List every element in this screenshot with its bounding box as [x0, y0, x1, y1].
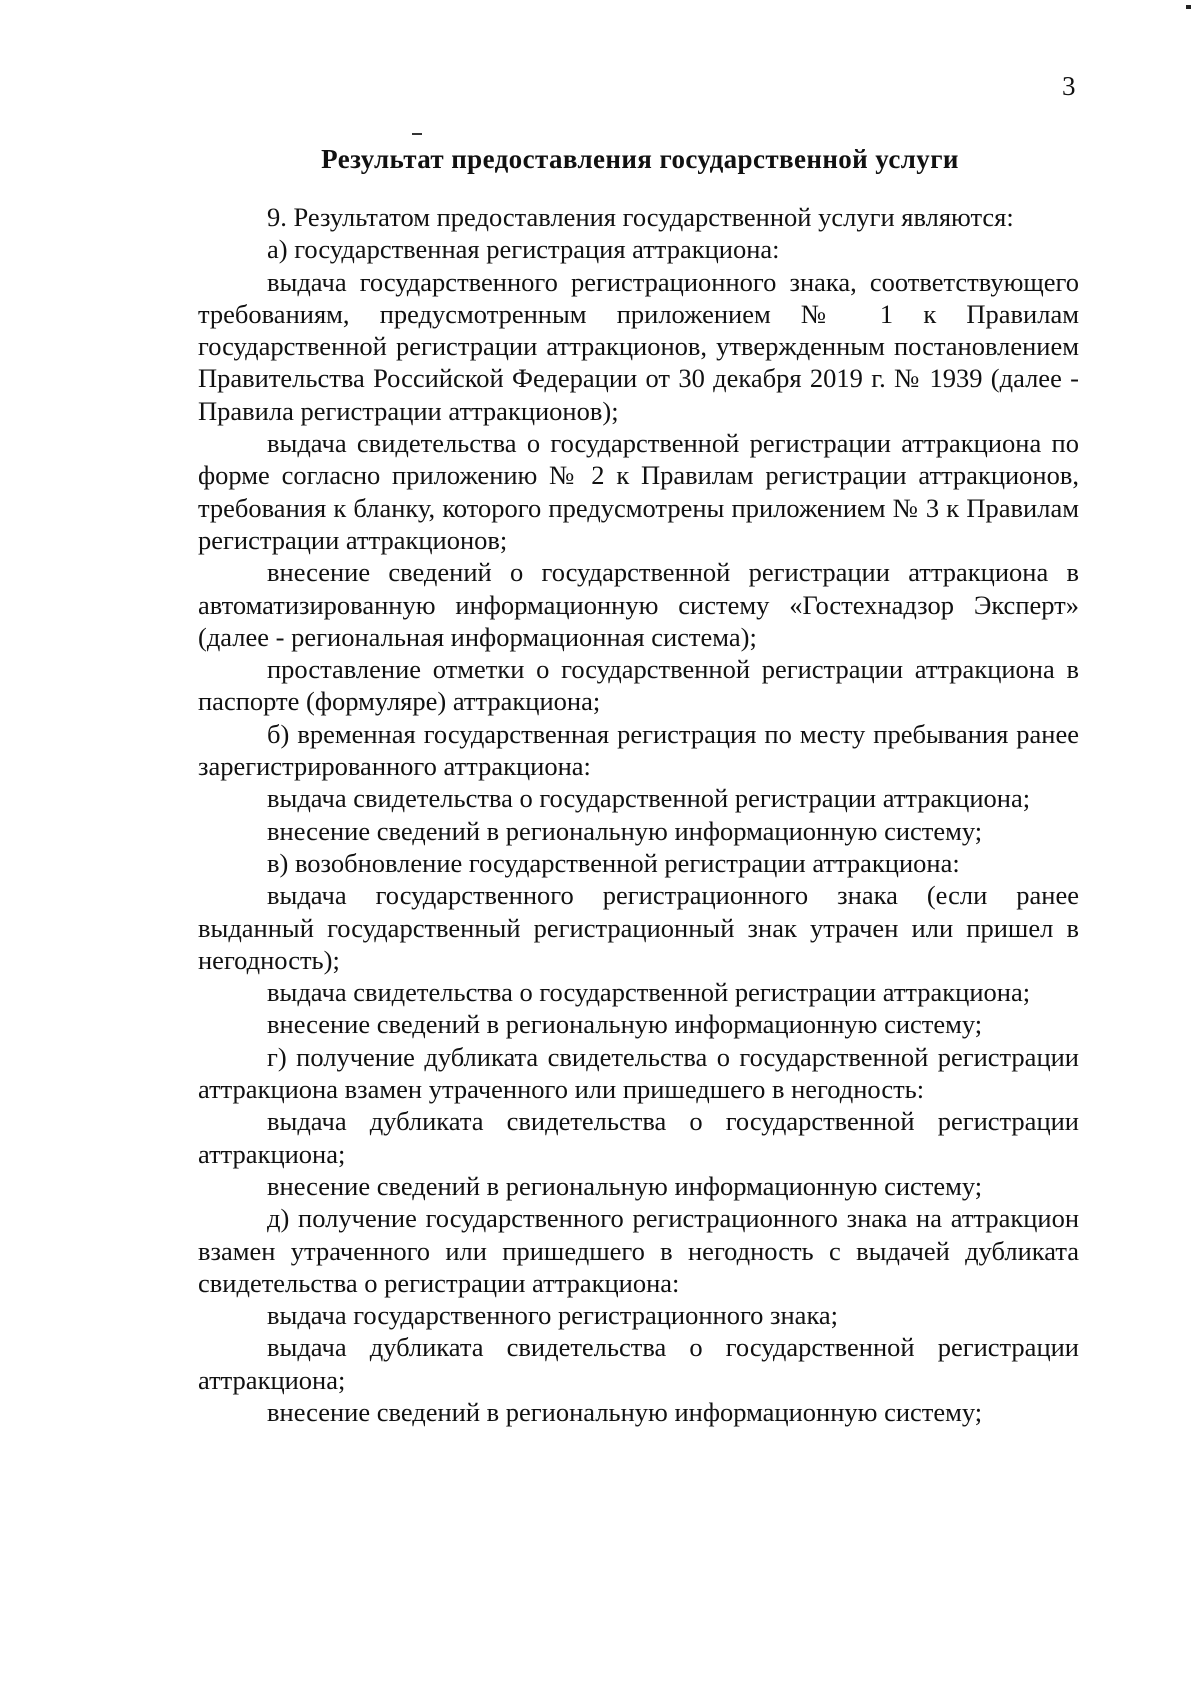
paragraph: выдача государственного регистрационного знака (если ранее выданный государственный регистрационный знак утрачен или пришел в негодность);: [198, 880, 1079, 975]
paragraph: д) получение государственного регистрационного знака на аттракцион взамен утраченного или пришедшего в негодность с выдачей дубликата свидетельства о регистрации аттракциона:: [198, 1203, 1079, 1298]
paragraph: выдача свидетельства о государственной регистрации аттракциона;: [267, 977, 1031, 1008]
paragraph: внесение сведений в региональную информационную систему;: [267, 1396, 983, 1427]
page-number: 3: [1062, 71, 1076, 101]
paragraph: внесение сведений о государственной регистрации аттракциона в автоматизированную информационную систему «Гостехнадзор Эксперт» (далее - региональная информационная система);: [198, 557, 1079, 652]
paragraph: выдача государственного регистрационного знака, соответствующего требованиям, предусмотренным приложением № 1 к Правилам государственной регистрации аттракционов, утвержденным постановлением Правительства Российской Федерации от 30 декабря 2019 г. № 1939 (далее - Правила регистрации аттракционов);: [198, 266, 1079, 426]
paragraph: а) государственная регистрация аттракциона:: [267, 234, 780, 265]
paragraph: выдача дубликата свидетельства о государственной регистрации аттракциона;: [198, 1332, 1079, 1395]
paragraph: б) временная государственная регистрация по месту пребывания ранее зарегистрированного аттракциона:: [198, 718, 1079, 782]
section-heading: Результат предоставления государственной услуги: [321, 144, 959, 174]
scan-artifact-mark: [1186, 5, 1191, 9]
paragraph: выдача свидетельства о государственной регистрации аттракциона;: [267, 783, 1031, 814]
body-text: [198, 201, 1079, 1428]
paragraph: 9. Результатом предоставления государственной услуги являются:: [267, 202, 1014, 232]
scan-artifact-dash: [412, 133, 422, 135]
paragraph: г) получение дубликата свидетельства о государственной регистрации аттракциона взамен утраченного или пришедшего в негодность:: [198, 1041, 1079, 1105]
paragraph: внесение сведений в региональную информационную систему;: [267, 1170, 983, 1201]
paragraph: внесение сведений в региональную информационную систему;: [267, 1009, 983, 1040]
paragraph: выдача дубликата свидетельства о государственной регистрации аттракциона;: [198, 1106, 1079, 1169]
paragraph: в) возобновление государственной регистрации аттракциона:: [267, 847, 960, 878]
paragraph: внесение сведений в региональную информационную систему;: [267, 815, 983, 846]
paragraph: выдача свидетельства о государственной регистрации аттракциона по форме согласно приложению № 2 к Правилам регистрации аттракционов, требования к бланку, которого предусмотрены приложением № 3 к Правилам регистрации аттракционов;: [198, 428, 1079, 555]
paragraph: выдача государственного регистрационного знака;: [267, 1300, 839, 1331]
paragraph: проставление отметки о государственной регистрации аттракциона в паспорте (формуляре) аттракциона;: [198, 654, 1079, 717]
